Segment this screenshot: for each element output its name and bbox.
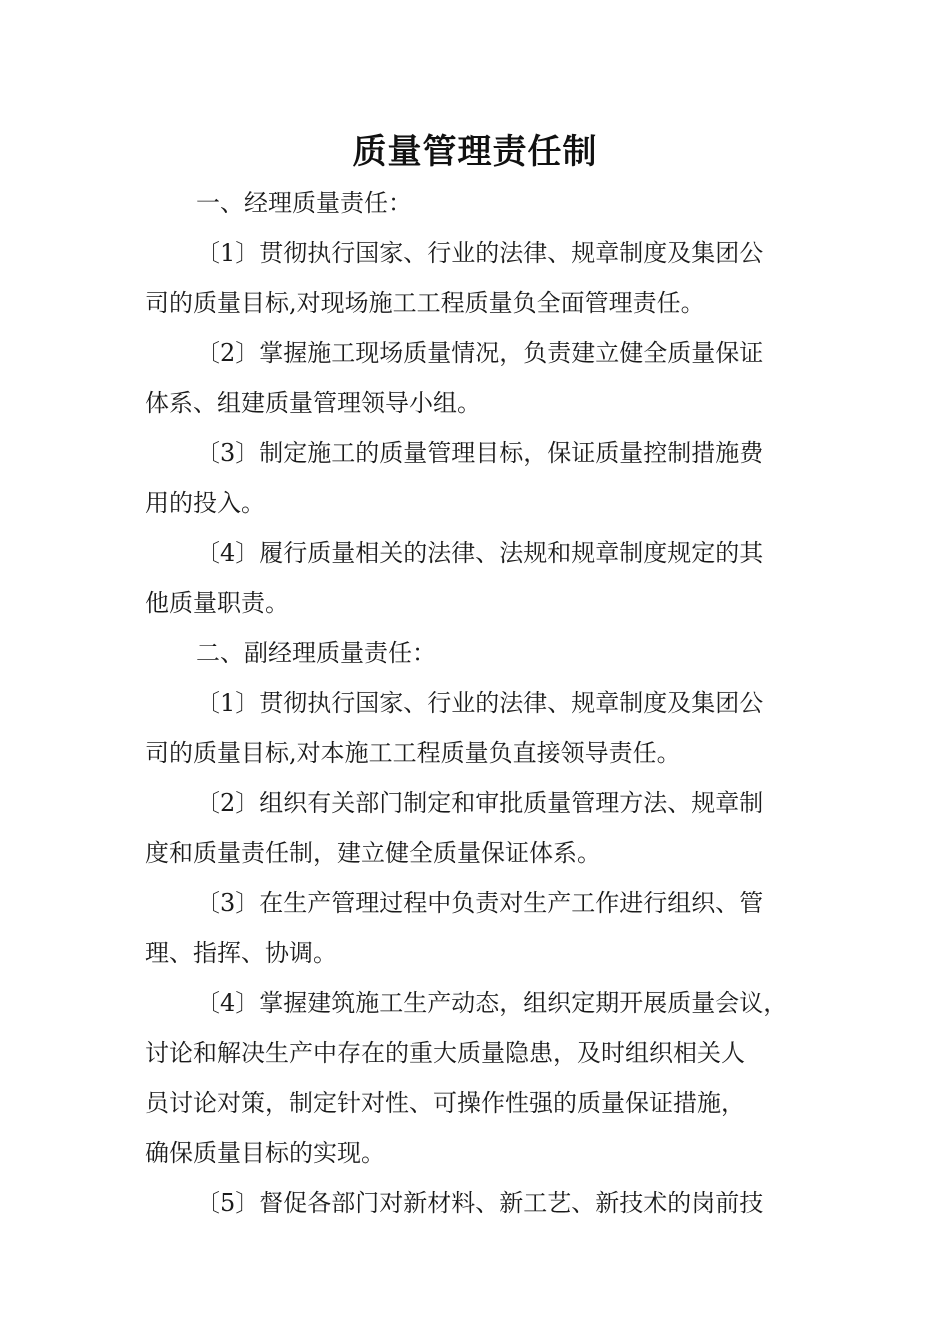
paragraph-line: 〔5〕督促各部门对新材料、新工艺、新技术的岗前技 xyxy=(196,1189,764,1217)
paragraph-line: 理、指挥、协调。 xyxy=(145,939,337,967)
paragraph-line: 度和质量责任制，建立健全质量保证体系。 xyxy=(145,839,601,867)
paragraph-line: 〔3〕在生产管理过程中负责对生产工作进行组织、管 xyxy=(196,889,764,917)
paragraph-line: 〔1〕贯彻执行国家、行业的法律、规章制度及集团公 xyxy=(196,239,764,267)
paragraph-line: 〔3〕制定施工的质量管理目标，保证质量控制措施费 xyxy=(196,439,764,467)
paragraph-line: 他质量职责。 xyxy=(145,589,289,617)
paragraph-line: 员讨论对策，制定针对性、可操作性强的质量保证措施， xyxy=(145,1089,745,1117)
paragraph-line: 确保质量目标的实现。 xyxy=(145,1139,385,1167)
paragraph-line: 〔4〕掌握建筑施工生产动态，组织定期开展质量会议， xyxy=(196,989,788,1017)
paragraph-line: 讨论和解决生产中存在的重大质量隐患，及时组织相关人 xyxy=(145,1039,745,1067)
paragraph-line: 体系、组建质量管理领导小组。 xyxy=(145,389,481,417)
paragraph-line: 〔1〕贯彻执行国家、行业的法律、规章制度及集团公 xyxy=(196,689,764,717)
paragraph-line: 〔2〕掌握施工现场质量情况，负责建立健全质量保证 xyxy=(196,339,764,367)
section-heading-manager: 一、经理质量责任： xyxy=(196,189,412,217)
section-heading-deputy-manager: 二、副经理质量责任： xyxy=(196,639,436,667)
document-title: 质量管理责任制 xyxy=(352,132,598,172)
paragraph-line: 用的投入。 xyxy=(145,489,265,517)
paragraph-line: 〔2〕组织有关部门制定和审批质量管理方法、规章制 xyxy=(196,789,764,817)
paragraph-line: 司的质量目标,对本施工工程质量负直接领导责任。 xyxy=(145,739,681,767)
paragraph-line: 司的质量目标,对现场施工工程质量负全面管理责任。 xyxy=(145,289,705,317)
paragraph-line: 〔4〕履行质量相关的法律、法规和规章制度规定的其 xyxy=(196,539,764,567)
